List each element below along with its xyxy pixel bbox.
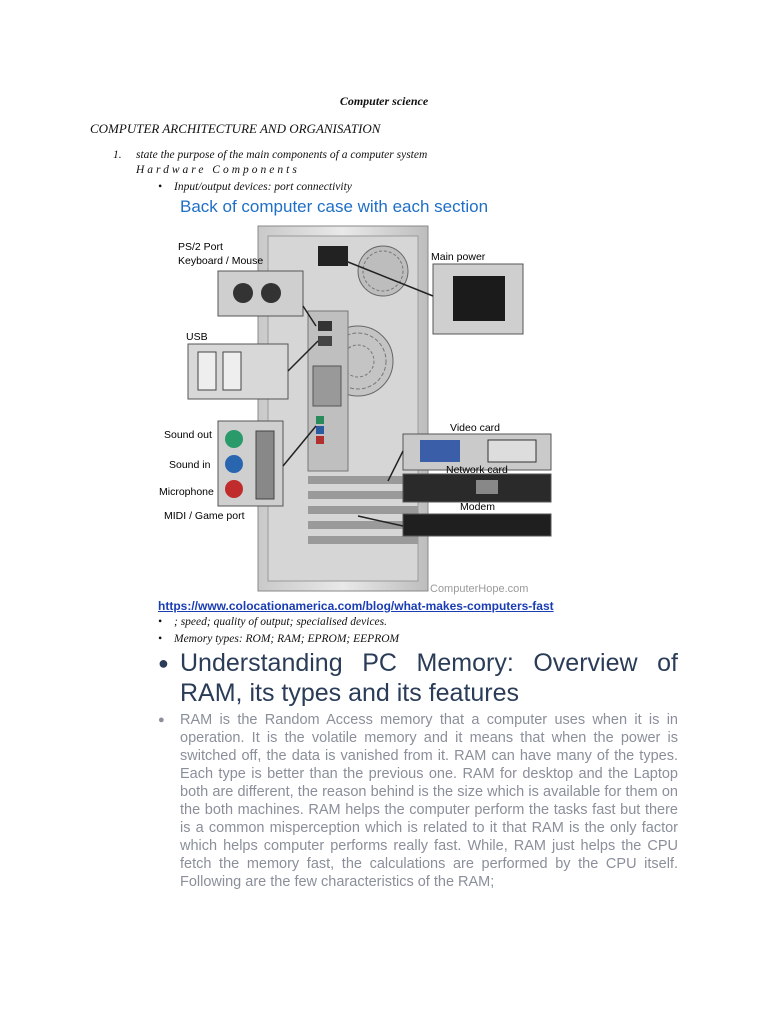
bullet-io-devices [158,181,352,193]
ram-paragraph [158,711,678,891]
computer-case-diagram [158,196,558,596]
section-heading: COMPUTER ARCHITECTURE AND ORGANISATION [90,121,381,136]
bullet-icon: ● [158,714,165,726]
source-link[interactable]: https://www.colocationamerica.com/blog/what-makes-computers-fast [158,599,554,613]
bullet-speed [158,616,387,628]
question-text: state the purpose of the main components of a computer system [136,149,428,161]
label-microphone: Microphone [159,486,214,498]
label-midi: MIDI / Game port [164,510,245,522]
label-ps2-sub: Keyboard / Mouse [178,255,264,267]
label-video-card: Video card [450,422,501,434]
bullet-memory-types [158,633,399,645]
paragraph-text: RAM is the Random Access memory that a computer uses when it is in operation. It is the volatile memory and it means that when the power is switched off, the data is vanished from it. RAM can have many of the types. Each type is better than the previous one. RAM for desktop and the Laptop both are different, the reason behind is the size which is available for them on the both machines. RAM helps the computer perform the tasks fast but there is a common misperception which is related to it that RAM is the only factor which helps computer performs really fast. While, RAM just helps the CPU fetch the memory fast, the calculations are performed by the CPU itself. Following are the few characteristics of the RAM; [180,712,678,890]
label-sound-in: Sound in [169,459,211,471]
hardware-heading: Hardware Components [136,164,300,176]
label-main-power: Main power [431,251,486,263]
label-ps2: PS/2 Port [178,241,223,253]
heading-text: Understanding PC Memory: Overview of RAM, its types and its features [180,649,678,707]
bullet-icon: • [158,181,163,193]
figure-title: Back of computer case with each section [180,197,489,216]
bullet-text: ; speed; quality of output; specialised devices. [174,616,388,628]
question-number: 1. [113,149,122,161]
bullet-icon: • [158,616,163,628]
label-network-card: Network card [446,464,508,476]
document-title: Computer science [339,94,429,108]
label-modem: Modem [460,501,496,513]
bullet-icon: ● [158,653,169,673]
bullet-icon: • [158,633,163,645]
label-usb: USB [186,331,208,343]
bullet-text: Input/output devices: port connectivity [174,181,352,193]
figure-credit: ComputerHope.com [430,583,529,595]
label-sound-out: Sound out [164,429,212,441]
pc-memory-heading [158,648,678,708]
bullet-text: Memory types: ROM; RAM; EPROM; EEPROM [174,633,400,645]
